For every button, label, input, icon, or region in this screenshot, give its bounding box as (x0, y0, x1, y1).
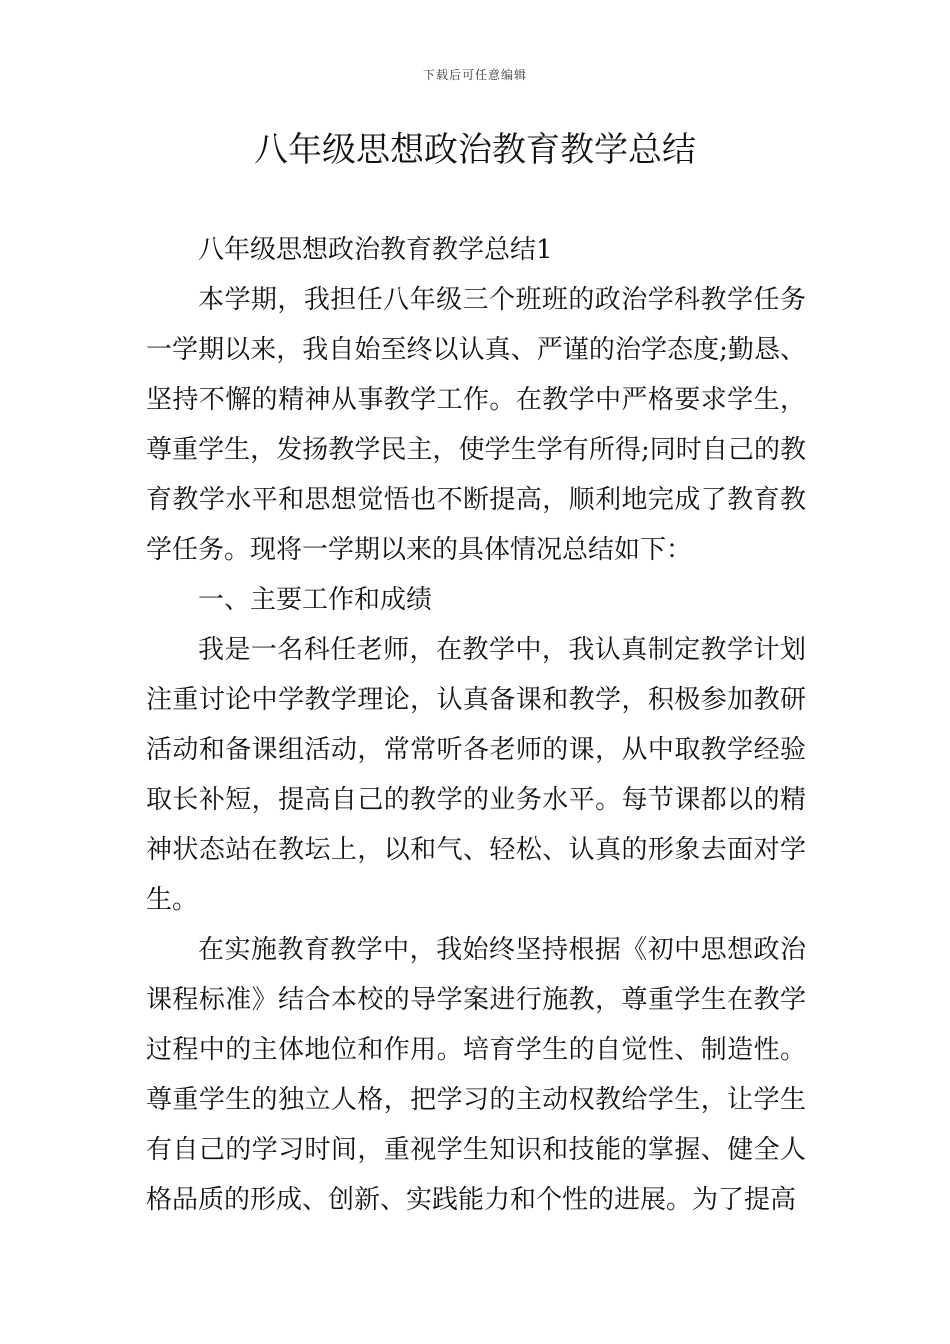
document-body (146, 225, 806, 1225)
paragraph-implementation: 在实施教育教学中，我始终坚持根据《初中思想政治课程标准》结合本校的导学案进行施教，尊重学生在教学过程中的主体地位和作用。培育学生的自觉性、制造性。尊重学生的独立人格，把学习的主动权教给学生，让学生有自己的学习时间，重视学生知识和技能的掌握、健全人格品质的形成、创新、实践能力和个性的进展。为了提高 (146, 935, 806, 1215)
paragraph-intro: 本学期，我担任八年级三个班班的政治学科教学任务一学期以来，我自始至终以认真、严谨的治学态度;勤恳、坚持不懈的精神从事教学工作。在教学中严格要求学生，尊重学生，发扬教学民主，使学生学有所得;同时自己的教育教学水平和思想觉悟也不断提高，顺利地完成了教育教学任务。现将一学期以来的具体情况总结如下： (146, 285, 806, 565)
header-note: 下载后可任意编辑 (422, 68, 527, 82)
section-heading-1: 八年级思想政治教育教学总结1 (198, 235, 553, 265)
section-heading-main-work: 一、主要工作和成绩 (198, 585, 433, 615)
paragraph-teaching: 我是一名科任老师，在教学中，我认真制定教学计划注重讨论中学教学理论，认真备课和教学，积极参加教研活动和备课组活动，常常听各老师的课，从中取教学经验取长补短，提高自己的教学的业务水平。每节课都以的精神状态站在教坛上，以和气、轻松、认真的形象去面对学生。 (146, 635, 806, 915)
document-title: 八年级思想政治教育教学总结 (254, 130, 696, 170)
